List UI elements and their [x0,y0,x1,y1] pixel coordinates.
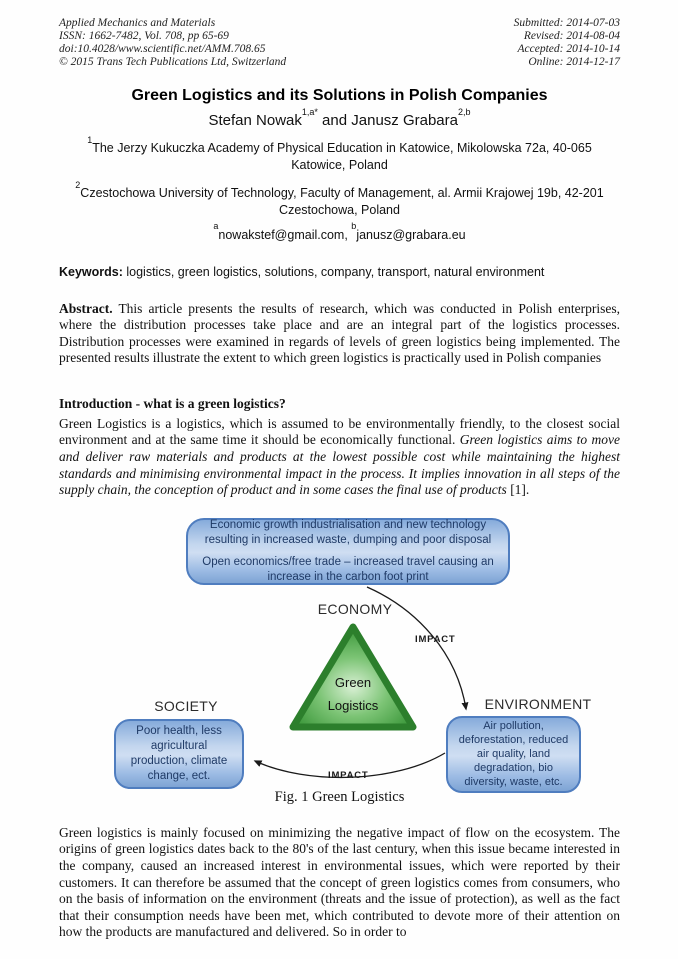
keywords-line [59,265,620,279]
keywords-text: logistics, green logistics, solutions, company, transport, natural environment [122,264,545,279]
abstract-label: Abstract. [59,300,113,316]
introduction-paragraph [59,416,620,499]
date-revised: Revised: 2014-08-04 [523,30,620,42]
email-b-superscript: b [351,221,357,232]
date-online: Online: 2014-12-17 [528,56,620,68]
affiliation-2-superscript: 2 [75,179,81,190]
body-paragraph: Green logistics is mainly focused on minimizing the negative impact of flow on the ecosystem. The origins of green logistics dates back to the 80's of the last century, when this issue became interested in the company, caused an increased interest in environmental issues, which were reported by their customers. It can therefore be assumed that the concept of green logistics comes from consumers, who on the basis of information on the environment (threats and the issue of protection), as well as the fact that their consumption needs have been met, which contributed to devote more of their attention on how the products are manufactured and delivered. So in order to [59,824,620,940]
abstract-paragraph [59,301,620,367]
date-submitted: Submitted: 2014-07-03 [513,17,620,29]
email-a: nowakstef@gmail.com, [218,227,348,242]
journal-header-left [59,17,286,69]
impact-label-top: IMPACT [415,633,456,645]
author-1: Stefan Nowak [208,112,302,129]
affiliation-1-text: The Jerzy Kukuczka Academy of Physical Education in Katowice, Mikolowska 72a, 40-065 Katowice, Poland [92,141,592,172]
economy-label: ECONOMY [317,600,393,617]
authors-line [59,106,620,129]
paper-title: Green Logistics and its Solutions in Polish Companies [131,87,548,104]
email-b: janusz@grabara.eu [356,227,466,242]
journal-header [59,17,620,69]
affiliation-1-superscript: 1 [87,134,93,145]
affiliation-1 [59,134,620,174]
journal-name: Applied Mechanics and Materials [59,17,216,29]
date-accepted: Accepted: 2014-10-14 [517,43,620,55]
intro-text-normal: Green Logistics is a logistics, which is assumed to be environmentally friendly, to the closest social environment and at the same time it should be economically functional. [59,415,620,448]
author-2-superscript: 2,b [458,106,471,117]
affiliation-2 [59,179,620,219]
economy-cause-line-1: Economic growth industrialisation and new technology resulting in increased waste, dumping and poor disposal [204,519,492,547]
economy-cause-line-2: Open economics/free trade – increased travel causing an increase in the carbon foot print [202,555,494,583]
journal-copyright: © 2015 Trans Tech Publications Ltd, Switzerland [59,56,287,68]
triangle-text-line-1: Green [334,674,372,690]
environment-effects-box: Air pollution, deforestation, reduced air quality, land degradation, bio diversity, waste, etc. [446,716,581,793]
intro-citation: [1]. [506,482,530,498]
triangle-text-line-2: Logistics [327,697,379,713]
journal-header-right [514,17,620,69]
journal-issn: ISSN: 1662-7482, Vol. 708, pp 65-69 [59,30,229,42]
economy-cause-box [186,518,510,585]
emails-line [59,221,620,242]
figure-caption: Fig. 1 Green Logistics [274,788,405,805]
green-logistics-triangle-text [303,671,403,717]
society-effects-box: Poor health, less agricultural production, climate change, ect. [114,719,244,789]
keywords-label: Keywords: [59,264,123,279]
intro-text-italic: Green logistics aims to move and deliver raw materials and products at the lowest possible cost while maintaining the highest standards and minimising environmental impact in the process. It implies innovation in all steps of the supply chain, the conception of product and in some cases the final use of products [59,432,620,498]
environment-label: ENVIRONMENT [484,695,592,712]
section-heading-introduction: Introduction - what is a green logistics? [59,395,286,411]
journal-doi: doi:10.4028/www.scientific.net/AMM.708.65 [59,43,266,55]
figure-1-green-logistics [59,511,620,811]
impact-label-bottom: IMPACT [328,769,369,781]
society-label: SOCIETY [154,697,218,714]
affiliation-2-text: Czestochowa University of Technology, Faculty of Management, al. Armii Krajowej 19b, 42-201 Czestochowa, Poland [80,185,604,217]
authors-joiner: and [317,112,352,129]
email-a-superscript: a [213,221,219,232]
author-2: Janusz Grabara [351,112,458,129]
abstract-text: This article presents the results of research, which was conducted in Polish enterprises, where the distribution processes take place and are an integral part of the logistics processes. Distribution processes were examined in regards of levels of green logistics being implemented. The presented results illustrate the extent to which green logistics is practically used in Polish companies [59,300,620,366]
author-1-superscript: 1,a* [301,106,318,117]
